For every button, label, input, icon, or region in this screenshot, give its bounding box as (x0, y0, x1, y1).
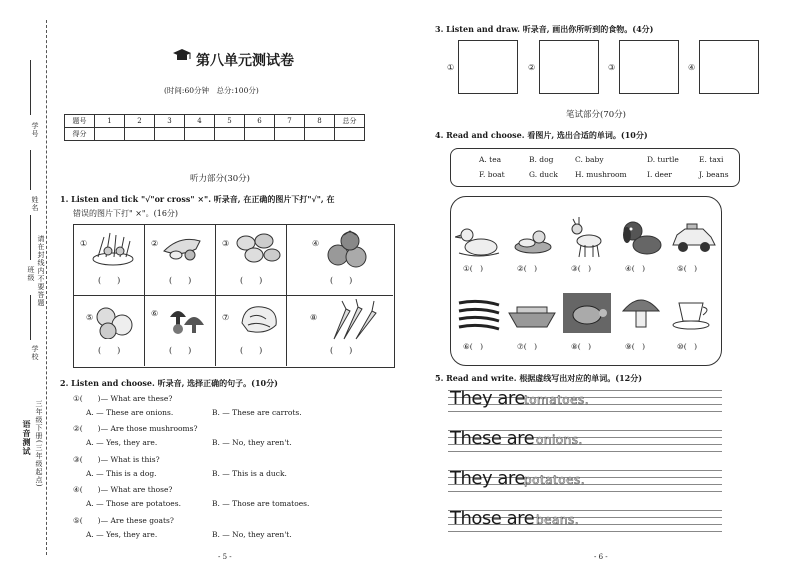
q5-writing-line (448, 470, 613, 492)
score-col: 6 (245, 115, 275, 128)
q5-answer-line[interactable] (612, 430, 722, 452)
word-option: I. deer (647, 170, 672, 179)
q4-blank[interactable]: ⑥( ) (463, 342, 484, 351)
word-option: B. dog (529, 155, 554, 164)
q2-option-a[interactable]: A. — These are onions. (86, 408, 174, 417)
q1-answer-blank[interactable]: ( ) (169, 276, 192, 285)
q3-draw-box[interactable] (458, 40, 518, 94)
q2-option-b[interactable]: B. — No, they aren't. (212, 438, 292, 447)
q4-title: 4. Read and choose. 看图片, 选出合适的单词。(10分) (435, 130, 648, 140)
q3-num: ② (528, 63, 536, 72)
binding-note: 请在封线内不要答题 (37, 235, 45, 307)
q5-trace-word: beans. (536, 513, 580, 527)
exam-meta: (时间:60分钟 总分:100分) (164, 86, 259, 95)
student-no-label: 学号 (31, 122, 39, 138)
q1-num: ⑦ (222, 313, 230, 322)
q5-lead-text: Those are (450, 508, 535, 529)
q5-answer-line[interactable] (612, 470, 722, 492)
turtle-photo (563, 293, 611, 333)
q1-answer-blank[interactable]: ( ) (169, 346, 192, 355)
word-option: E. taxi (699, 155, 724, 164)
q1-answer-blank[interactable]: ( ) (330, 346, 353, 355)
score-cell[interactable] (95, 128, 125, 141)
q3-draw-box[interactable] (619, 40, 679, 94)
onions-icon (92, 301, 138, 339)
dog-icon (619, 217, 663, 259)
school-line (30, 295, 31, 340)
q2-option-a[interactable]: A. — Yes, they are. (86, 438, 158, 447)
q1-answer-blank[interactable]: ( ) (98, 276, 121, 285)
q5-answer-line[interactable] (612, 390, 722, 412)
q4-word-bank (450, 148, 740, 187)
q5-answer-line[interactable] (612, 510, 722, 532)
class-line (30, 215, 31, 260)
q2-stem: ③( )— What is this? (73, 455, 160, 464)
score-row-label: 得分 (65, 128, 95, 141)
score-col: 7 (275, 115, 305, 128)
grade-label: 三年级下册(三年级起点) (35, 400, 43, 488)
carrots-icon (324, 299, 380, 341)
binding-sidebar (0, 0, 48, 576)
word-option: D. turtle (647, 155, 679, 164)
q2-option-b[interactable]: B. — This is a duck. (212, 469, 287, 478)
q1-title: 1. Listen and tick "√"or cross" ×". 听录音, 在正确的图片下打"√", 在 (60, 194, 335, 204)
word-option: F. boat (479, 170, 505, 179)
name-label: 姓名 (31, 196, 39, 212)
word-option: H. mushroom (575, 170, 627, 179)
score-cell[interactable] (335, 128, 365, 141)
q1-num: ⑥ (151, 309, 159, 318)
score-cell[interactable] (185, 128, 215, 141)
q5-trace-word: tomatoes. (524, 393, 590, 407)
score-col: 3 (155, 115, 185, 128)
name-line (30, 150, 31, 190)
score-table (64, 114, 365, 141)
page-title: 第八单元测试卷 (196, 53, 294, 69)
baby-icon (509, 227, 557, 257)
page-number-right: - 6 - (594, 553, 608, 561)
score-col-total: 总分 (335, 115, 365, 128)
turtle-icon (563, 293, 611, 333)
score-row-label: 题号 (65, 115, 95, 128)
q4-blank[interactable]: ③( ) (571, 264, 592, 273)
score-cell[interactable] (155, 128, 185, 141)
score-cell[interactable] (305, 128, 335, 141)
score-col: 2 (125, 115, 155, 128)
q5-writing-line (448, 510, 613, 532)
tomatoes-icon (324, 229, 380, 269)
q2-stem: ①( )— What are these? (73, 394, 173, 403)
q1-num: ⑧ (310, 313, 318, 322)
book-label: 语音测试 (22, 420, 32, 456)
q2-option-a[interactable]: A. — This is a dog. (86, 469, 157, 478)
page-number-left: - 5 - (218, 553, 232, 561)
q1-answer-blank[interactable]: ( ) (240, 346, 263, 355)
beans-icon (457, 297, 501, 333)
q4-blank[interactable]: ②( ) (517, 264, 538, 273)
vegetable-basket-icon (90, 229, 136, 267)
q2-stem: ②( )— Are those mushrooms? (73, 424, 198, 433)
q1-title-2: 错误的图片下打" ×"。(16分) (73, 209, 179, 218)
word-option: G. duck (529, 170, 558, 179)
q1-num: ⑤ (86, 313, 94, 322)
class-label: 班级 (27, 266, 35, 282)
q3-num: ① (447, 63, 455, 72)
q1-picture-grid (73, 224, 395, 368)
mixed-vegetables-icon (160, 231, 210, 263)
q4-blank[interactable]: ④( ) (625, 264, 646, 273)
q1-num: ② (151, 239, 159, 248)
q3-num: ③ (608, 63, 616, 72)
q2-title: 2. Listen and choose. 听录音, 选择正确的句子。(10分) (60, 378, 278, 388)
q3-title: 3. Listen and draw. 听录音, 画出你所听到的食物。(4分) (435, 24, 654, 34)
q1-num: ① (80, 239, 88, 248)
q4-blank[interactable]: ⑤( ) (677, 264, 698, 273)
potatoes-icon (232, 231, 282, 265)
q2-option-a[interactable]: A. — Yes, they are. (86, 530, 158, 539)
q5-writing-line (448, 390, 613, 412)
q2-stem: ④( )— What are those? (73, 485, 173, 494)
score-cell[interactable] (275, 128, 305, 141)
score-cell[interactable] (125, 128, 155, 141)
listening-section-title: 听力部分(30分) (190, 174, 250, 184)
word-option: A. tea (479, 155, 502, 164)
q2-option-b[interactable]: B. — These are carrots. (212, 408, 302, 417)
q2-option-b[interactable]: B. — Those are tomatoes. (212, 499, 310, 508)
q1-num: ④ (312, 239, 320, 248)
q3-draw-box[interactable] (699, 40, 759, 94)
q4-blank[interactable]: ⑧( ) (571, 342, 592, 351)
tea-cup-icon (671, 297, 713, 331)
graduation-cap-icon (172, 48, 192, 62)
word-option: J. beans (699, 170, 729, 179)
mushrooms-icon (166, 299, 212, 337)
q1-answer-blank[interactable]: ( ) (330, 276, 353, 285)
q5-lead-text: These are (450, 428, 535, 449)
q4-blank[interactable]: ①( ) (463, 264, 484, 273)
q5-trace-word: potatoes. (524, 473, 586, 487)
binding-dashed-line (46, 20, 47, 555)
q5-writing-line (448, 430, 613, 452)
q5-trace-word: onions. (536, 433, 583, 447)
q3-num: ④ (688, 63, 696, 72)
q5-lead-text: They are (450, 388, 525, 409)
q2-option-b[interactable]: B. — No, they aren't. (212, 530, 292, 539)
q2-option-a[interactable]: A. — Those are potatoes. (86, 499, 181, 508)
q1-answer-blank[interactable]: ( ) (240, 276, 263, 285)
q4-blank[interactable]: ⑦( ) (517, 342, 538, 351)
score-cell[interactable] (215, 128, 245, 141)
q4-blank[interactable]: ⑩( ) (677, 342, 698, 351)
score-col: 4 (185, 115, 215, 128)
q5-title: 5. Read and write. 根据虚线写出对应的单词。(12分) (435, 373, 643, 383)
score-col: 8 (305, 115, 335, 128)
cabbage-icon (236, 299, 282, 339)
deer-icon (565, 215, 605, 259)
mushroom-icon (621, 293, 661, 333)
q3-draw-box[interactable] (539, 40, 599, 94)
boat-icon (507, 303, 557, 331)
taxi-icon (669, 221, 717, 255)
q5-lead-text: They are (450, 468, 525, 489)
score-cell[interactable] (245, 128, 275, 141)
q4-blank[interactable]: ⑨( ) (625, 342, 646, 351)
score-col: 5 (215, 115, 245, 128)
duck-icon (455, 221, 501, 259)
q4-picture-panel (450, 196, 722, 366)
written-section-title: 笔试部分(70分) (566, 110, 626, 120)
q1-answer-blank[interactable]: ( ) (98, 346, 121, 355)
school-label: 学校 (31, 345, 39, 361)
q1-num: ③ (222, 239, 230, 248)
score-col: 1 (95, 115, 125, 128)
word-option: C. baby (575, 155, 604, 164)
student-no-line (30, 60, 31, 115)
q2-stem: ⑤( )— Are these goats? (73, 516, 174, 525)
